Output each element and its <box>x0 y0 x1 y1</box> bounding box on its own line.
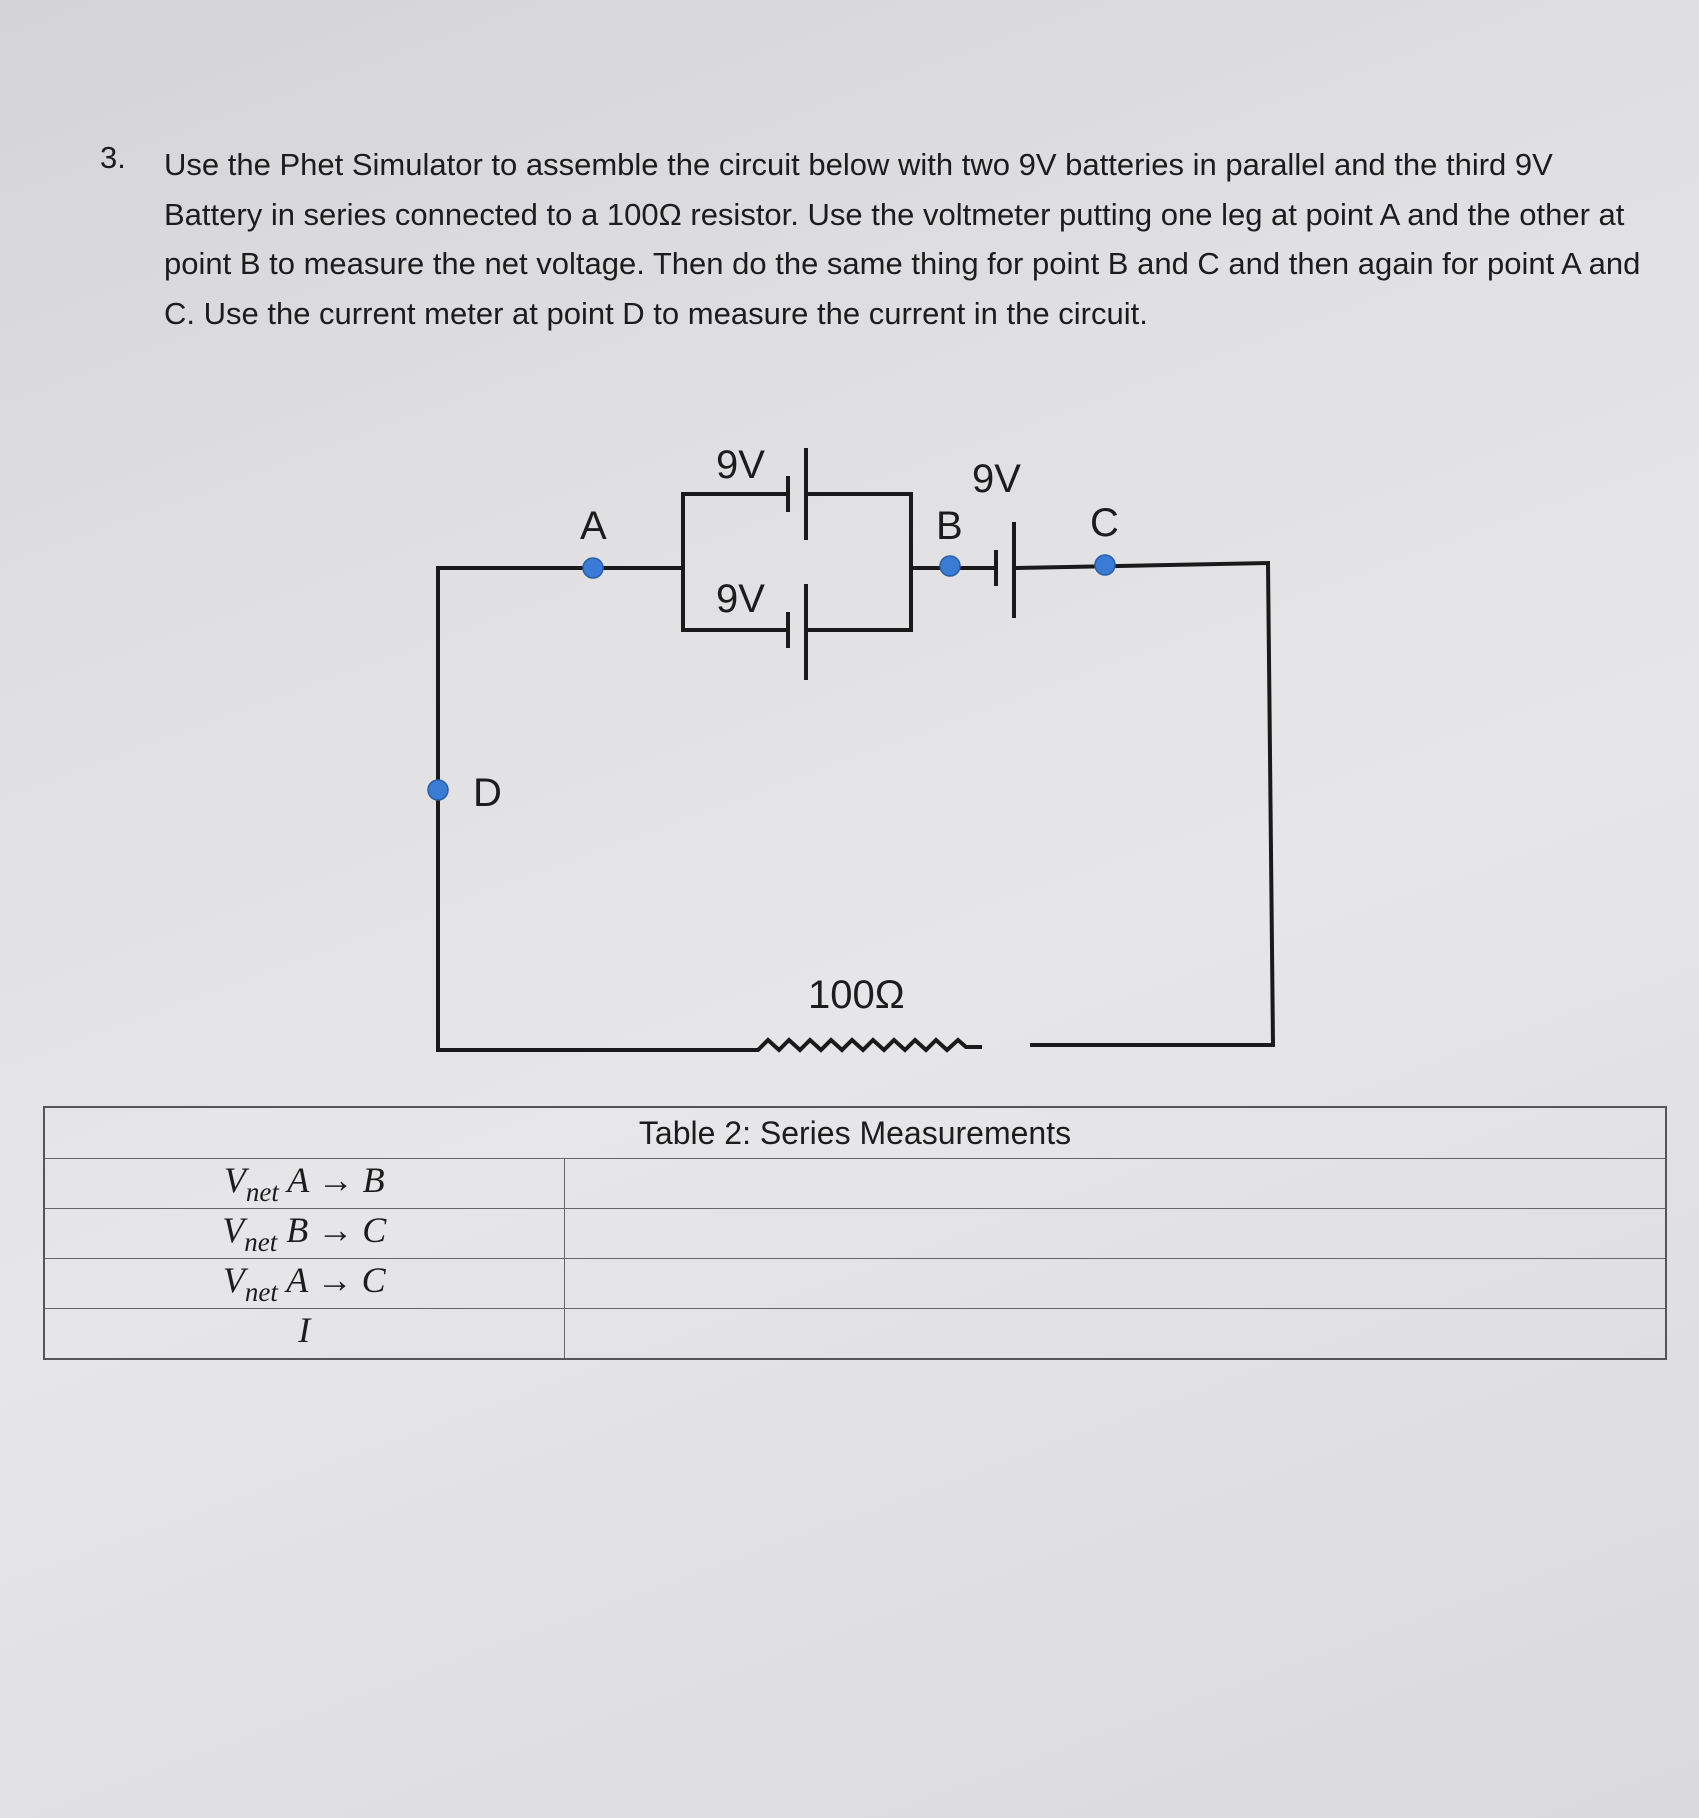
value-cell-current[interactable] <box>564 1309 1666 1360</box>
resistor-label: 100Ω <box>808 973 905 1017</box>
wire-parallel-top <box>683 494 788 568</box>
var-subscript: net <box>244 1227 278 1257</box>
node-a <box>583 558 603 578</box>
wire-parallel-top-right <box>806 494 911 568</box>
battery-bottom-label: 9V <box>716 577 765 621</box>
question-number: 3. <box>100 140 126 175</box>
point-a-label: A <box>580 504 607 548</box>
table-title: Table 2: Series Measurements <box>44 1107 1666 1159</box>
row-range: A → C <box>286 1260 386 1300</box>
value-cell-vnet-ac[interactable] <box>564 1259 1666 1309</box>
battery-top-label: 9V <box>716 443 765 487</box>
node-d <box>428 780 448 800</box>
node-b <box>940 556 960 576</box>
table-row-vnet-bc <box>44 1209 1666 1259</box>
question-text: Use the Phet Simulator to assemble the circuit below with two 9V batteries in parallel and the third 9V Battery in series connected to a 100Ω resistor. Use the voltmeter putting one leg at point A and the other at point B to measure the net voltage. Then do the same thing for point B and C and then again for point A and C. Use the current meter at point D to measure the current in the circuit. <box>164 147 1641 331</box>
row-range: A → B <box>287 1160 385 1200</box>
var-subscript: net <box>244 1277 278 1307</box>
table-row-vnet-ab <box>44 1159 1666 1209</box>
value-cell-vnet-ab[interactable] <box>564 1159 1666 1209</box>
node-c <box>1095 555 1115 575</box>
var-symbol: V <box>222 1260 245 1300</box>
row-range: B → C <box>286 1210 387 1250</box>
row-label-vnet-bc <box>44 1209 564 1259</box>
wire-right <box>1014 563 1273 1045</box>
row-label-vnet-ab <box>44 1159 564 1209</box>
wire-parallel-bottom-right <box>806 568 911 630</box>
row-label-vnet-ac <box>44 1259 564 1309</box>
var-symbol: I <box>298 1310 311 1350</box>
table-row-vnet-ac <box>44 1259 1666 1309</box>
point-d-label: D <box>473 771 502 815</box>
series-measurements-table <box>43 1106 1667 1360</box>
battery-series-label: 9V <box>972 457 1021 501</box>
point-b-label: B <box>936 504 963 548</box>
table-row-current <box>44 1309 1666 1360</box>
var-symbol: V <box>223 1160 246 1200</box>
var-subscript: net <box>245 1177 279 1207</box>
point-c-label: C <box>1090 501 1119 545</box>
resistor <box>725 1040 980 1050</box>
row-label-current <box>44 1309 564 1360</box>
var-symbol: V <box>222 1210 245 1250</box>
value-cell-vnet-bc[interactable] <box>564 1209 1666 1259</box>
